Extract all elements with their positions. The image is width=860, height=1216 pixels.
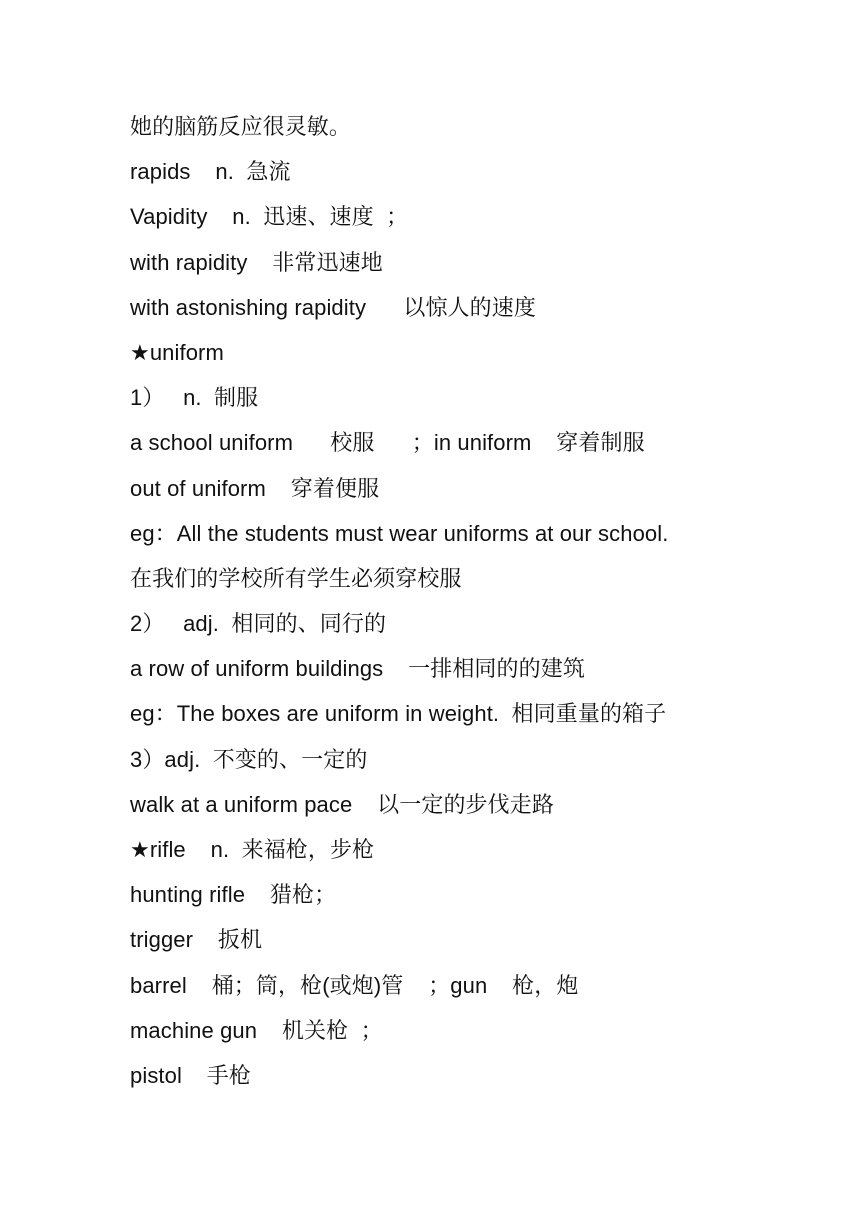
text-line: rapids n. 急流 (130, 159, 291, 185)
text-line: eg：The boxes are uniform in weight. 相同重量的箱子 (130, 701, 667, 727)
text-line: with astonishing rapidity 以惊人的速度 (130, 294, 536, 320)
text-line: pistol 手枪 (130, 1062, 252, 1088)
text-line: out of uniform 穿着便服 (130, 475, 380, 501)
text-line: 在我们的学校所有学生必须穿校服 (130, 565, 462, 591)
text-line: 她的脑筋反应很灵敏。 (130, 114, 352, 139)
text-line: machine gun 机关枪 ； (130, 1017, 383, 1043)
text-line: 1） n. 制服 (130, 385, 259, 411)
text-line: hunting rifle 猎枪； (130, 882, 337, 908)
text-line: eg：All the students must wear uniforms at our school. (130, 520, 669, 546)
text-line: 2） adj. 相同的、同行的 (130, 611, 387, 637)
text-line: a school uniform 校服 ；in uniform 穿着制服 (130, 430, 645, 456)
document-body (130, 104, 830, 1098)
text-line: trigger 扳机 (130, 927, 263, 953)
text-line: walk at a uniform pace 以一定的步伐走路 (130, 791, 554, 817)
text-line: Vapidity n. 迅速、速度 ； (130, 204, 409, 230)
text-line: barrel 桶；筒，枪(或炮)管 ；gun 枪，炮 (130, 972, 579, 998)
text-line: ★uniform (130, 339, 224, 365)
text-line: ★rifle n. 来福枪，步枪 (130, 837, 375, 862)
text-line: with rapidity 非常迅速地 (130, 249, 383, 275)
text-line: 3）adj. 不变的、一定的 (130, 746, 368, 772)
text-line: a row of uniform buildings 一排相同的的建筑 (130, 656, 585, 682)
